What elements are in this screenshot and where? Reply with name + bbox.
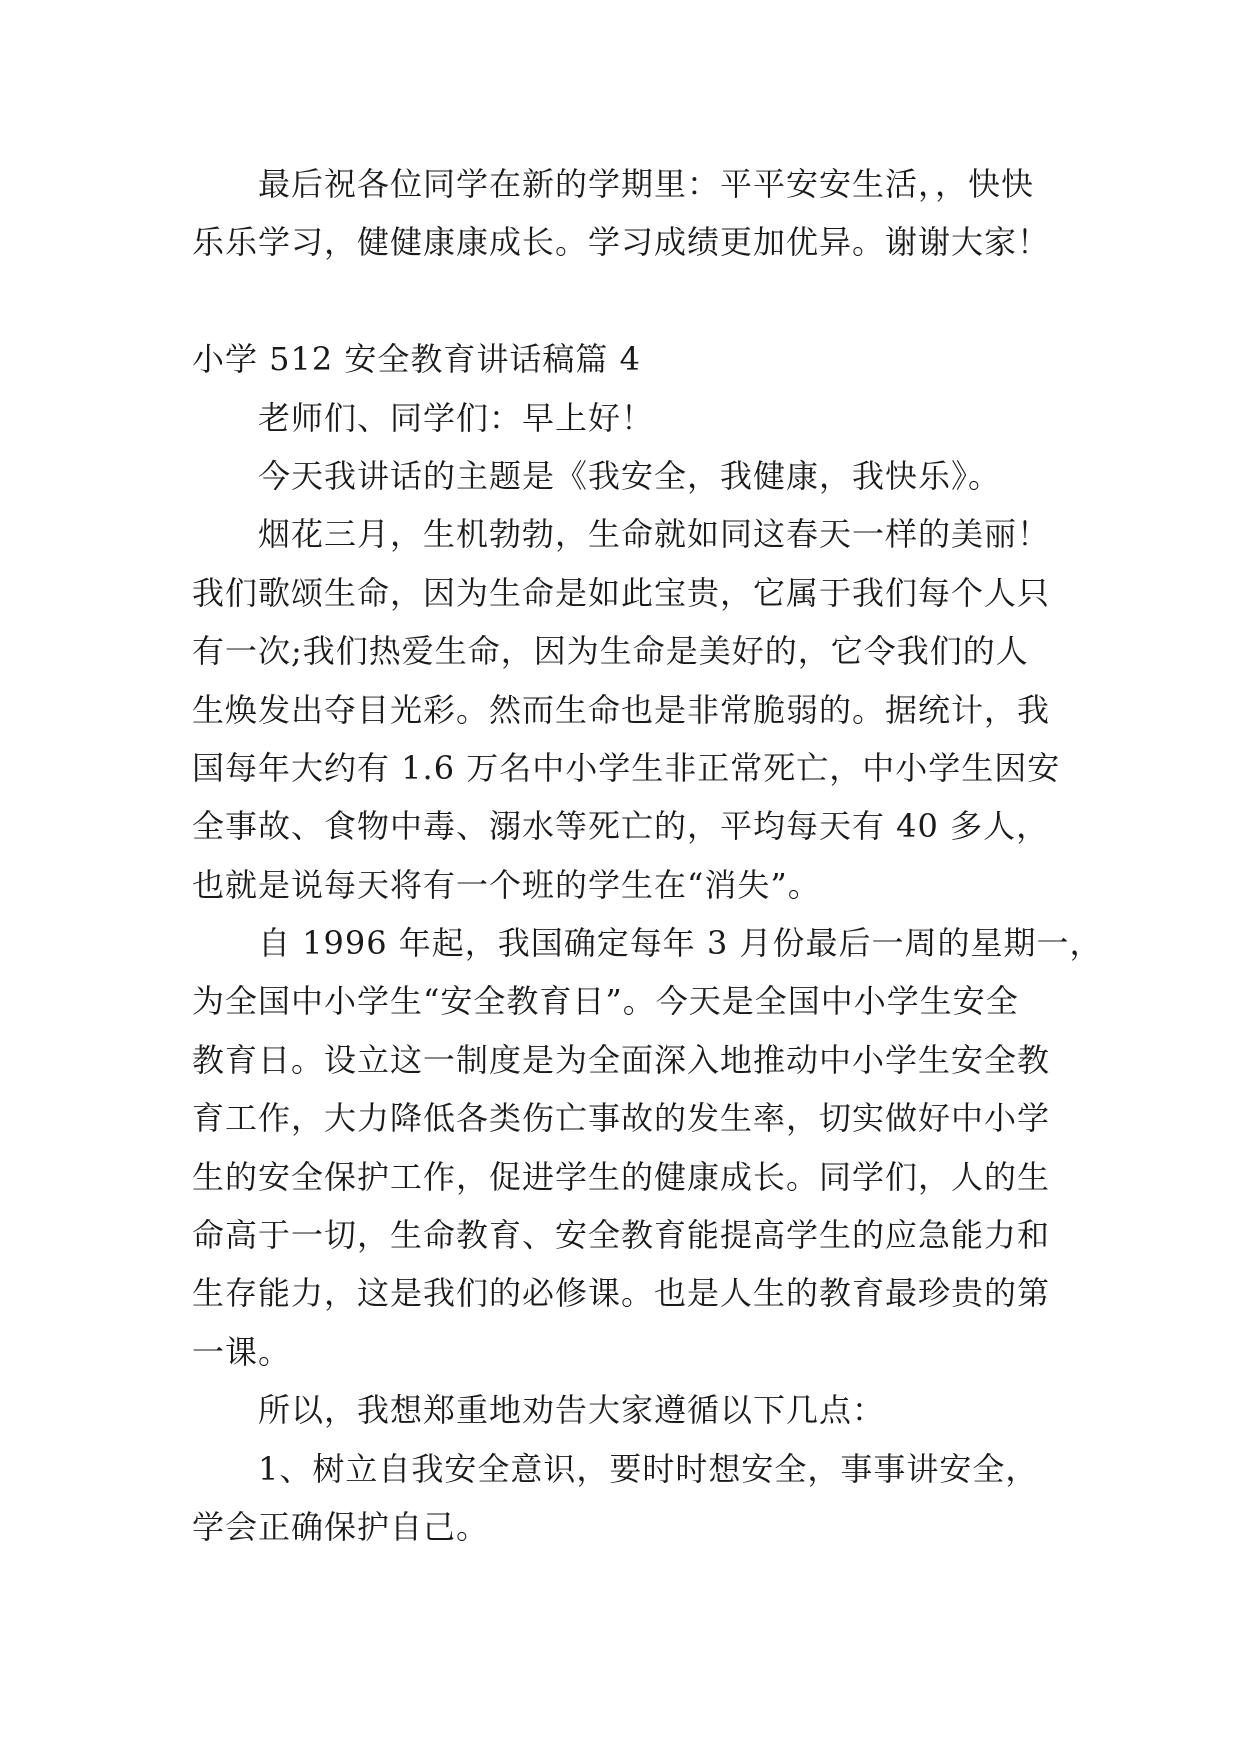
topic-paragraph (192, 447, 1072, 505)
body-paragraph (192, 505, 1072, 914)
paragraph-line: 乐乐学习，健健康康成长。学习成绩更加优异。谢谢大家！ (192, 223, 1051, 262)
paragraph-line: 命高于一切，生命教育、安全教育能提高学生的应急能力和 (192, 1216, 1051, 1255)
body-paragraph (192, 914, 1103, 1381)
closing-paragraph (192, 155, 1072, 272)
paragraph-line: 生存能力，这是我们的必修课。也是人生的教育最珍贵的第 (192, 1274, 1051, 1313)
paragraph-line: 国每年大约有 1.6 万名中小学生非正常死亡，中小学生因安 (192, 748, 1061, 787)
paragraph-line: 烟花三月，生机勃勃，生命就如同这春天一样的美丽！ (258, 515, 1051, 554)
paragraph-line: 老师们、同学们：早上好！ (258, 398, 655, 437)
paragraph-line: 也就是说每天将有一个班的学生在“消失”。 (192, 865, 821, 904)
paragraph-line: 生焕发出夺目光彩。然而生命也是非常脆弱的。据统计，我 (192, 690, 1051, 729)
paragraph-line: 生的安全保护工作，促进学生的健康成长。同学们，人的生 (192, 1157, 1051, 1196)
paragraph-line: 1、树立自我安全意识，要时时想安全，事事讲安全， (258, 1449, 1039, 1488)
paragraph-line: 一课。 (192, 1332, 292, 1371)
paragraph-line: 自 1996 年起，我国确定每年 3 月份最后一周的星期一， (258, 924, 1103, 963)
paragraph-line: 有一次;我们热爱生命，因为生命是美好的，它令我们的人 (192, 632, 1029, 671)
blank-line (192, 272, 1072, 330)
paragraph-line: 为全国中小学生“安全教育日”。今天是全国中小学生安全 (192, 982, 1019, 1021)
paragraph-line: 教育日。设立这一制度是为全面深入地推动中小学生安全教 (192, 1040, 1051, 1079)
paragraph-line: 我们歌颂生命，因为生命是如此宝贵，它属于我们每个人只 (192, 573, 1051, 612)
paragraph-line: 全事故、食物中毒、溺水等死亡的，平均每天有 40 多人， (192, 807, 1050, 846)
paragraph-line: 所以，我想郑重地劝告大家遵循以下几点： (258, 1391, 886, 1430)
body-paragraph (192, 1381, 1072, 1439)
paragraph-line: 今天我讲话的主题是《我安全，我健康，我快乐》。 (258, 456, 1002, 495)
document-body (192, 155, 1103, 1556)
list-item-paragraph (192, 1440, 1072, 1557)
paragraph-line: 育工作，大力降低各类伤亡事故的发生率，切实做好中小学 (192, 1099, 1051, 1138)
paragraph-line: 学会正确保护自己。 (192, 1507, 490, 1546)
paragraph-line: 最后祝各位同学在新的学期里：平平安安生活，，快快 (258, 165, 1035, 203)
section-heading: 小学 512 安全教育讲话稿篇 4 (192, 340, 641, 379)
greeting-paragraph (192, 389, 1072, 447)
